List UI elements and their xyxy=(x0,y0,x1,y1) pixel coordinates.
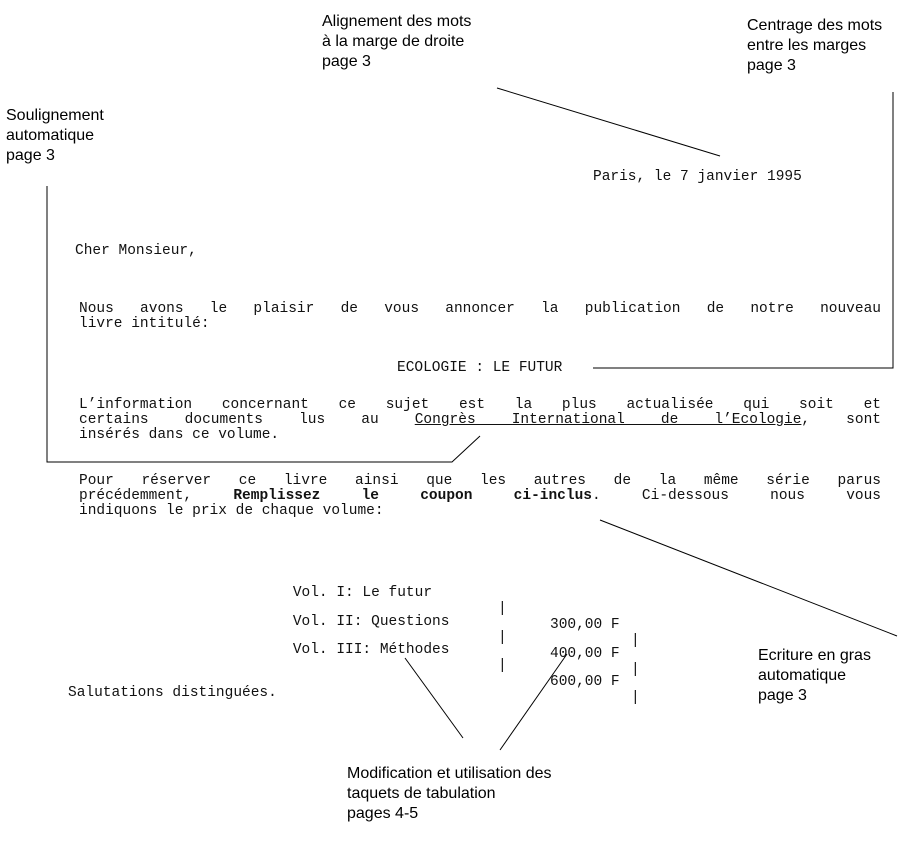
tabs-callout-line-right xyxy=(500,654,567,750)
tab-separator: | xyxy=(631,633,640,649)
paragraph-2-line-3: insérés dans ce volume. xyxy=(79,427,280,443)
letter-salutation: Cher Monsieur, xyxy=(75,243,197,259)
paragraph-2-line-2: certains documents lus au Congrès International de l’Ecologie, sont xyxy=(79,412,881,428)
centering-callout-line xyxy=(593,92,893,368)
tab-separator: | xyxy=(498,601,507,617)
volume-name: Vol. III: Méthodes xyxy=(292,642,450,658)
centering-annotation: Centrage des mots entre les marges page 3 xyxy=(747,17,883,74)
paragraph-1-line-1: Nous avons le plaisir de vous annoncer la publication de notre nouveau xyxy=(79,301,881,317)
paragraph-3-line-2: précédemment, Remplissez le coupon ci-inclus. Ci-dessous nous vous xyxy=(79,488,881,504)
letter-date: Paris, le 7 janvier 1995 xyxy=(593,169,802,185)
underline-annotation: Soulignement automatique page 3 xyxy=(6,107,104,164)
underlined-congress-name: Congrès International de l’Ecologie xyxy=(414,412,802,428)
volume-price: 600,00 F xyxy=(550,674,620,690)
paragraph-3-line-1: Pour réserver ce livre ainsi que les autres de la même série parus xyxy=(79,473,881,489)
alignment-annotation: Alignement des mots à la marge de droite page 3 xyxy=(322,13,472,70)
bold-callout-line xyxy=(600,520,897,636)
tab-separator: | xyxy=(498,658,507,674)
letter-closing: Salutations distinguées. xyxy=(68,685,277,701)
tab-separator: | xyxy=(631,662,640,678)
alignment-callout-line xyxy=(497,88,720,156)
paragraph-1-line-2: livre intitulé: xyxy=(79,316,210,332)
tab-separator: | xyxy=(498,630,507,646)
tab-separator: | xyxy=(631,690,640,706)
paragraph-2-line-1: L’information concernant ce sujet est la plus actualisée qui soit et xyxy=(79,397,881,413)
book-title: ECOLOGIE : LE FUTUR xyxy=(397,360,563,376)
volume-price: 400,00 F xyxy=(550,646,620,662)
tabs-annotation: Modification et utilisation des taquets de tabulation pages 4-5 xyxy=(347,765,552,822)
volume-price: 300,00 F xyxy=(550,617,620,633)
bold-annotation: Ecriture en gras automatique page 3 xyxy=(758,647,871,704)
volume-name: Vol. II: Questions xyxy=(292,614,450,630)
paragraph-3-line-3: indiquons le prix de chaque volume: xyxy=(79,503,384,519)
bold-coupon-text: Remplissez le coupon ci-inclus xyxy=(233,488,592,504)
volume-name: Vol. I: Le futur xyxy=(292,585,433,601)
